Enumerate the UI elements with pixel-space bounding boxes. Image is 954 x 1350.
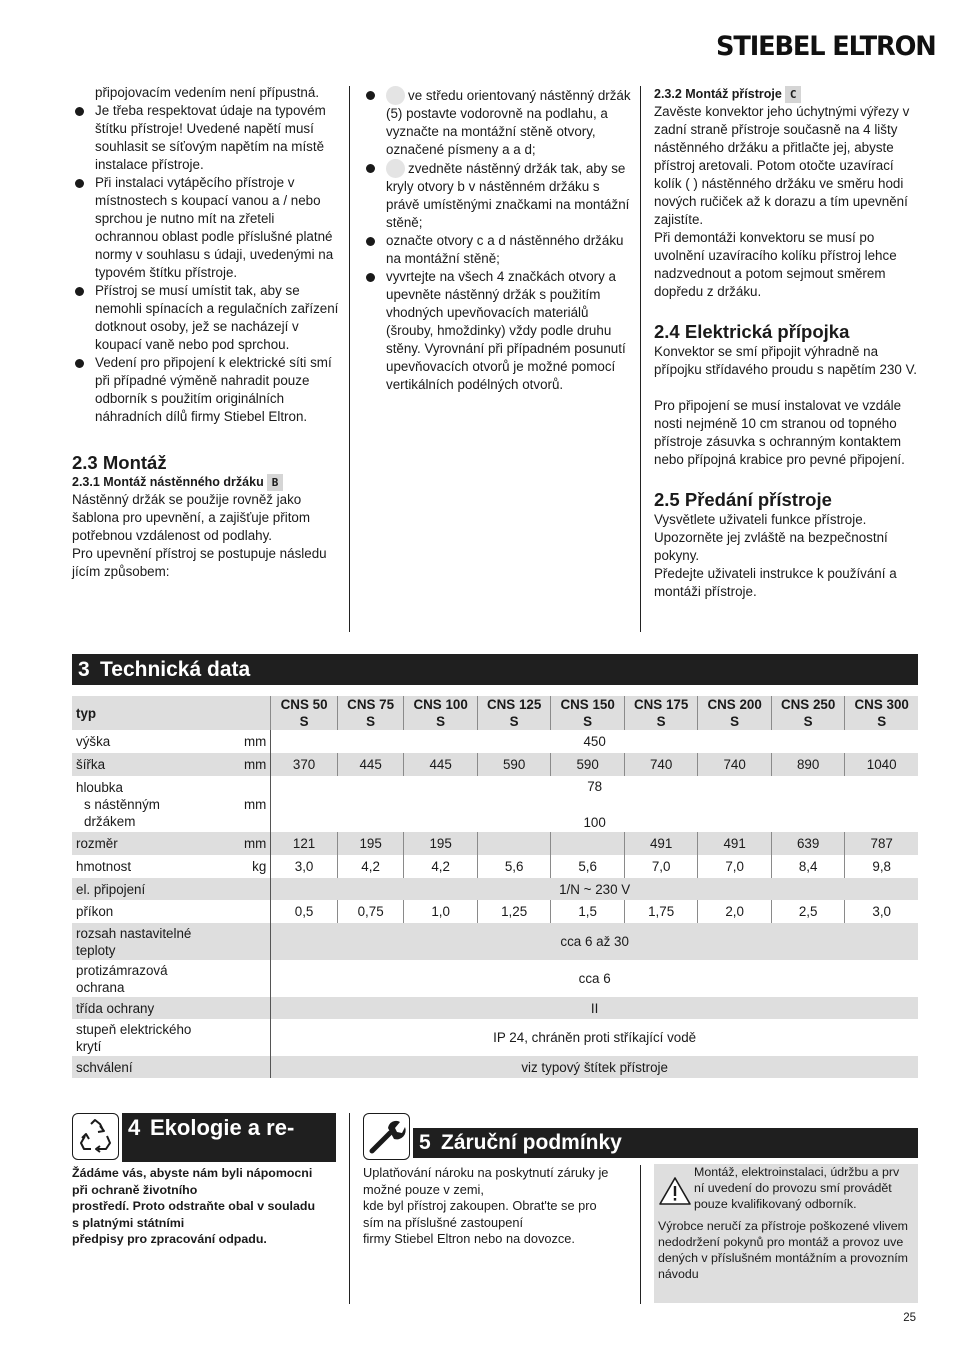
figure-tag-b: B [267, 474, 284, 491]
row-label: rozměr [72, 832, 240, 855]
row-label: schválení [72, 1056, 240, 1078]
table-cell: 121 [271, 832, 338, 855]
text-line: návodu [658, 1267, 699, 1281]
row-unit [240, 997, 271, 1019]
row-label [72, 923, 240, 960]
list-item-text: Je třeba respektovat údaje na typovém štítku přístroje! Uvedené napětí musí souhlasit se síťovým napětím na místě instalace přístroje. [95, 103, 326, 172]
row-unit: mm [240, 730, 271, 753]
cell-value: 100 [583, 814, 606, 830]
row-unit [240, 1019, 271, 1056]
list-item [72, 174, 340, 282]
row-unit [240, 960, 271, 997]
table-row [72, 997, 918, 1019]
text-line: prostředí. Proto odstraňte obal v souladu [72, 1199, 316, 1213]
column-header: CNS 75 S [337, 696, 404, 730]
text-line: při ochraně životního [72, 1182, 198, 1197]
table-cell: 7,0 [698, 855, 772, 878]
warning-text-1 [694, 1164, 918, 1212]
figure-tag-c: C [785, 86, 802, 103]
table-cell: 5,6 [551, 855, 625, 878]
table-cell: 1,25 [477, 900, 551, 923]
row-label-line: stupeň elektrického [76, 1021, 192, 1037]
table-cell: 2,5 [771, 900, 845, 923]
table-row [72, 1056, 918, 1078]
paragraph: Při demontáži konvektoru se musí po uvolnění uzavíracího kolíku přístroj lehce nadzvednout a potom sejmout směrem dopředu z držáku. [654, 230, 897, 299]
paragraph: Vysvětlete uživateli funkce přístroje. Upozorněte jej zvláště na bezpečnostní pokyny. [654, 512, 888, 563]
table-cell: 445 [404, 753, 478, 776]
section-bar-5 [413, 1128, 918, 1158]
table-cell: 4,2 [337, 855, 404, 878]
text-line: sím na příslušné zastoupení [363, 1214, 524, 1230]
paragraph: Konvektor se smí připojit výhradně na přípojku střídavého proudu s napětím 230 V. [654, 344, 918, 377]
table-cell: cca 6 [578, 971, 611, 986]
list-item [363, 159, 631, 232]
ecology-text [72, 1165, 340, 1248]
list-item-text: Přístroj se musí umístit tak, aby se nemohli spínacích a regulačních zařízení dotknout osoby, jež se nacházejí v koupací vaně nebo pod sprchou. [95, 283, 339, 352]
list-item-text: zvedněte nástěnný držák tak, aby se kryly otvory b v nástěnném držáku s právě umístěnými značkami na montážní stěně; [386, 161, 630, 230]
row-label-line: držákem [84, 813, 136, 829]
row-label-line: teploty [76, 942, 116, 958]
text-line: dených v příslušném montážním a provozním [658, 1251, 908, 1265]
table-cell: 195 [404, 832, 478, 855]
bullet-list [72, 102, 340, 426]
list-item [72, 282, 340, 354]
page-number: 25 [903, 1312, 916, 1324]
column-divider [349, 86, 350, 632]
row-label: třída ochrany [72, 997, 240, 1019]
table-row [72, 900, 918, 923]
table-cell: 1/N ~ 230 V [271, 878, 918, 900]
list-item [72, 354, 340, 426]
table-cell [477, 832, 551, 855]
table-row [72, 923, 918, 960]
table-cell: 0,75 [337, 900, 404, 923]
table-cell: 491 [624, 832, 698, 855]
table-cell: 0,5 [271, 900, 338, 923]
table-cell: 1,75 [624, 900, 698, 923]
table-cell [551, 832, 625, 855]
subsection-heading-2-3-1 [72, 474, 340, 491]
wrench-icon [363, 1113, 410, 1160]
table-header-row [72, 696, 918, 730]
row-label-line: s nástěnným [84, 796, 160, 812]
table-row [72, 960, 918, 997]
column-divider [349, 1113, 350, 1304]
text-line: s platnými státními [72, 1215, 185, 1230]
text-line: možné pouze v zemi, [363, 1181, 484, 1197]
table-cell [271, 776, 918, 832]
table-cell: 195 [337, 832, 404, 855]
table-cell: IP 24, chráněn proti stříkající vodě [493, 1030, 697, 1045]
section-title: Ekologie a re- [150, 1115, 295, 1140]
table-cell: 740 [624, 753, 698, 776]
paragraph: připojovacím vedením není přípustná. [95, 85, 320, 100]
section-bar-3 [72, 654, 918, 685]
table-cell: 450 [583, 734, 606, 749]
text-line: kde byl přístroj zakoupen. Obrat'te se pro [363, 1198, 597, 1213]
column-1 [72, 84, 340, 581]
table-cell: 9,8 [845, 855, 918, 878]
list-item [72, 102, 340, 174]
row-label [72, 1019, 240, 1056]
list-item [363, 268, 631, 394]
paragraph: Pro upevnění přístroj se postupuje následu jícím způsobem: [72, 546, 327, 579]
table-row [72, 832, 918, 855]
table-cell: II [271, 997, 918, 1019]
row-label-line: hloubka [76, 779, 123, 795]
heading-text: 2.3.2 Montáž přístroje [654, 87, 782, 101]
column-header: CNS 300 S [845, 696, 918, 730]
table-cell: 7,0 [624, 855, 698, 878]
paragraph: Nástěnný držák se použije rovněž jako šablona pro upevnění, a zajišťuje přitom potřebnou vzdálenost od podlahy. [72, 492, 311, 543]
list-item-text: Při instalaci vytápěcího přístroje v místnostech s koupací vanou a / nebo sprchou je nutno mít na zřeteli ochrannou oblast podle příslušné platné normy v souhlasu s údaji, uvedenými na typovém štítku přístroje. [95, 175, 334, 280]
table-cell: 4,2 [404, 855, 478, 878]
section-heading-2-4: 2.4 Elektrická přípojka [654, 321, 850, 342]
text-line: Výrobce neručí za přístroje poškozené vlivem [658, 1219, 908, 1233]
table-cell: 370 [271, 753, 338, 776]
column-header: CNS 125 S [477, 696, 551, 730]
text-line: ní uvedení do provozu smí provádět [694, 1181, 892, 1195]
row-label-line: krytí [76, 1038, 102, 1054]
warning-box [654, 1164, 918, 1303]
section-title: Technická data [100, 658, 251, 681]
list-item-text: Vedení pro připojení k elektrické síti smí při případné výměně nahradit pouze odborník s použitím originálních náhradních dílů firmy Stiebel Eltron. [95, 355, 332, 424]
table-cell: 8,4 [771, 855, 845, 878]
text-line: nedodržení pokynů pro montáž a provoz uve [658, 1235, 904, 1249]
table-cell: 1040 [845, 753, 918, 776]
column-header: CNS 150 S [551, 696, 625, 730]
cell-value: 78 [587, 778, 603, 794]
row-label-line: protizámrazová [76, 962, 168, 978]
warranty-text [363, 1165, 643, 1248]
bullet-list [363, 86, 631, 394]
table-row [72, 855, 918, 878]
table-cell: cca 6 až 30 [271, 923, 918, 960]
row-unit [240, 900, 271, 923]
column-header: CNS 100 S [404, 696, 478, 730]
technical-data-table [72, 696, 918, 1078]
table-cell: viz typový štítek přístroje [271, 1056, 918, 1078]
paragraph: Předejte uživateli instrukce k používání a montáži přístroje. [654, 566, 897, 599]
row-unit [240, 878, 271, 900]
table-cell: 890 [771, 753, 845, 776]
row-unit [240, 1056, 271, 1078]
table-cell: 787 [845, 832, 918, 855]
list-item [363, 232, 631, 268]
table-cell: 740 [698, 753, 772, 776]
column-3 [654, 86, 918, 601]
section-number: 3 [78, 658, 90, 681]
text-line: předpisy pro zpracování odpadu. [72, 1232, 267, 1246]
text-line: firmy Stiebel Eltron nebo na dovozce. [363, 1231, 575, 1246]
list-item-text: označte otvory c a d nástěnného držáku na montážní stěně; [386, 233, 624, 266]
paragraph: Pro připojení se musí instalovat ve vzdále nosti nejméně 10 cm stranou od topného přístroje zásuvka s ochranným kontaktem nebo přípojná krabice pro pevné připojení. [654, 398, 905, 467]
row-label [72, 776, 240, 832]
subsection-heading-2-3-2 [654, 86, 918, 103]
table-cell: 3,0 [845, 900, 918, 923]
column-divider [640, 1165, 641, 1304]
section-bar-4 [122, 1113, 336, 1162]
row-unit: kg [240, 855, 271, 878]
table-cell: 1,0 [404, 900, 478, 923]
table-cell: 590 [551, 753, 625, 776]
column-header: CNS 250 S [771, 696, 845, 730]
table-cell: 445 [337, 753, 404, 776]
column-header: CNS 175 S [624, 696, 698, 730]
heading-text: 2.3.1 Montáž nástěnného držáku [72, 475, 264, 489]
row-label-line: rozsah nastavitelné [76, 925, 192, 941]
text-line: Žádáme vás, abyste nám byli nápomocni [72, 1166, 313, 1180]
row-label: el. připojení [72, 878, 240, 900]
brand-logo: STIEBEL ELTRON [716, 31, 936, 62]
warning-triangle-icon [658, 1176, 692, 1206]
table-row [72, 776, 918, 832]
row-label: šířka [72, 753, 240, 776]
row-unit: mm [240, 753, 271, 776]
table-row [72, 1019, 918, 1056]
table-cell: 639 [771, 832, 845, 855]
section-number: 4 [128, 1115, 141, 1140]
step-marker-icon [386, 86, 405, 105]
row-label: příkon [76, 904, 114, 919]
table-cell: 2,0 [698, 900, 772, 923]
list-item-text: vyvrtejte na všech 4 značkách otvory a upevněte nástěnný držák s použitím vhodných upevňovacích materiálů (šrouby, hmoždinky) vždy podle druhu stěny. Vyrovnání při případném posunutí upevňovacích otvorů je možné pomocí vertikálních podélných otvorů. [386, 269, 626, 392]
row-label: výška [76, 734, 111, 749]
row-unit: mm [240, 832, 271, 855]
column-divider [640, 86, 641, 632]
column-header: typ [72, 696, 271, 730]
row-label [72, 960, 240, 997]
column-2 [363, 86, 631, 394]
table-row [72, 730, 918, 753]
table-cell: 590 [477, 753, 551, 776]
row-label-line: ochrana [76, 979, 125, 995]
section-number: 5 [419, 1131, 431, 1154]
list-item [363, 86, 631, 159]
row-label: hmotnost [76, 859, 132, 874]
table-cell: 1,5 [551, 900, 625, 923]
table-row [72, 878, 918, 900]
paragraph: Zavěste konvektor jeho úchytnými výřezy v zadní straně přístroje současně na 4 lišty nástěnného držáku a přitlačte jej, abyste přístroj aretovali. Potom otočte uzavírací kolík ( ) nástěnného držáku ve směru hodi nových ručiček až k dorazu a tím upevnění zajistíte. [654, 104, 910, 227]
section-title: Záruční podmínky [441, 1131, 622, 1154]
column-header: CNS 50 S [271, 696, 338, 730]
column-header: CNS 200 S [698, 696, 772, 730]
table-row [72, 753, 918, 776]
row-unit: mm [240, 776, 271, 832]
section-heading-2-3: 2.3 Montáž [72, 452, 167, 473]
step-marker-icon [386, 159, 405, 178]
table-cell: 3,0 [271, 855, 338, 878]
text-line: Uplatňování nároku na poskytnutí záruky je [363, 1165, 609, 1180]
text-line: pouze kvalifikovaný odborník. [694, 1197, 857, 1211]
warning-text-2 [658, 1218, 920, 1282]
table-cell: 491 [698, 832, 772, 855]
list-item-text: ve středu orientovaný nástěnný držák (5) postavte vodorovně na podlahu, a vyznačte na montážní stěně otvory, označené písmeny a a d; [386, 88, 631, 157]
section-heading-2-5: 2.5 Předání přístroje [654, 489, 832, 510]
text-line: Montáž, elektroinstalaci, údržbu a prv [694, 1165, 900, 1179]
row-unit [240, 923, 271, 960]
table-cell: 5,6 [477, 855, 551, 878]
recycle-icon [72, 1113, 119, 1160]
